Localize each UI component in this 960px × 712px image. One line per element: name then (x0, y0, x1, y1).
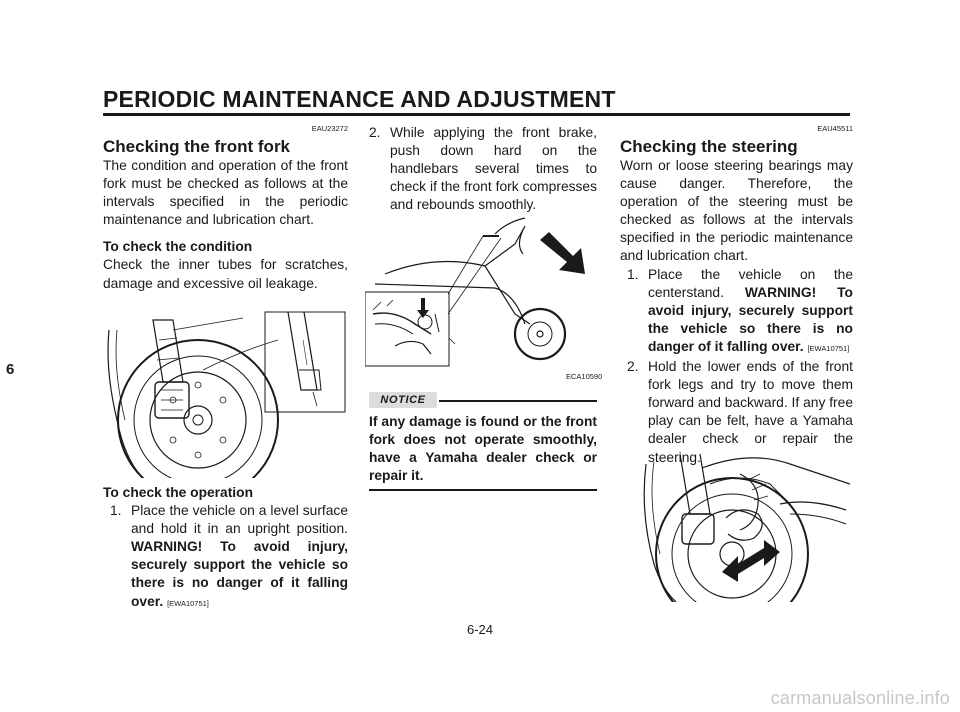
step-text: Place the vehicle on a level surface and hold it in an upright position. (131, 503, 348, 537)
steering-intro: Worn or loose steering bearings may cause danger. Therefore, the operation of the steering must be checked as follows at the intervals specified in the periodic maintenance and lubrication chart. (620, 158, 853, 264)
watermark: carmanualsonline.info (770, 688, 950, 708)
warning-text: WARNING! To avoid injury, securely support the vehicle so there is no danger of it falling over. (131, 539, 348, 609)
section-title: PERIODIC MAINTENANCE AND ADJUSTMENT (103, 86, 616, 112)
header-rule (103, 113, 850, 116)
notice-bottom-rule (369, 489, 597, 491)
warning-text: WARNING! To avoid injury, securely support the vehicle so there is no danger of it falling over. (648, 284, 853, 354)
step-number: 2. (369, 125, 381, 140)
front-fork-column (103, 124, 348, 293)
page-number: 6-24 (466, 622, 494, 637)
step-text: Hold the lower ends of the front fork legs and try to move them forward and backward. If any free play can be felt, have a Yamaha dealer check or repair the steering. (648, 359, 853, 465)
figure-code: ECA10590 (566, 372, 603, 381)
operation-block (103, 484, 348, 613)
steering-heading: Checking the steering (620, 137, 798, 156)
notice-header (369, 392, 597, 408)
warning-ref: [EWA10751] (167, 598, 209, 608)
front-fork-intro: The condition and operation of the front fork must be checked as follows at the intervals specified in the periodic maintenance and lubrication chart. (103, 158, 348, 228)
step-number: 2. (627, 359, 639, 375)
notice-rule (439, 400, 597, 402)
section-code: EAU45511 (817, 124, 853, 133)
warning-ref: [EWA10751] (807, 343, 850, 353)
chapter-tab: 6 (6, 361, 15, 378)
front-fork-illustration (103, 310, 348, 478)
condition-heading: To check the condition (103, 239, 253, 255)
step-text: While applying the front brake, push down hard on the handlebars several times to check if the front fork compresses and rebounds smoothly. (390, 125, 597, 213)
condition-text: Check the inner tubes for scratches, damage and excessive oil leakage. (103, 257, 348, 291)
operation-step-1 (110, 502, 348, 613)
steering-step-1 (627, 266, 853, 358)
step-number: 1. (627, 266, 639, 282)
operation-step-2 (369, 124, 597, 214)
steering-check-illustration (640, 444, 850, 602)
step-text: Place the vehicle on the centerstand. (648, 266, 853, 300)
front-fork-heading: Checking the front fork (103, 137, 291, 156)
notice-text: If any damage is found or the front fork does not operate smoothly, have a Yamaha dealer check or repair it. (369, 414, 597, 484)
notice-badge: NOTICE (369, 392, 437, 408)
scooter-illustration (365, 214, 597, 378)
step-number: 1. (110, 503, 122, 519)
steering-column (620, 124, 853, 467)
middle-column (369, 124, 597, 214)
section-code: EAU23272 (311, 124, 348, 133)
operation-heading: To check the operation (103, 485, 254, 500)
notice-block (369, 384, 597, 491)
